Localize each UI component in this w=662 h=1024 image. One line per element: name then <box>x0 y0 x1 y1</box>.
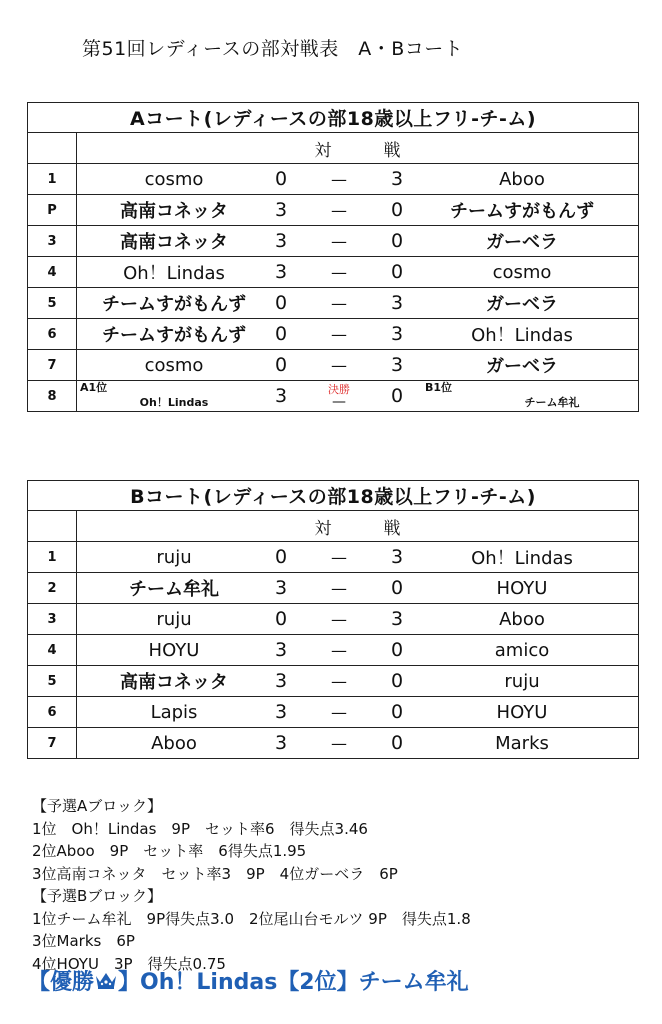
match-number: 1 <box>28 542 77 573</box>
champion-banner <box>28 965 469 996</box>
note-line: 4位HOYU 3P 得失点0.75 <box>32 954 226 973</box>
away-team: Aboo <box>499 608 545 630</box>
court-a-title: Aコート(レディースの部18歳以上フリ-チ-ム) <box>28 103 639 133</box>
match-cell <box>77 226 639 257</box>
versus-dash: — <box>331 324 347 344</box>
match-cell <box>77 666 639 697</box>
note-line: 【予選Aブロック】 <box>32 797 162 815</box>
note-line: 3位Marks 6P <box>32 932 135 950</box>
note-line: 【予選Bブロック】 <box>32 887 162 905</box>
home-score: 3 <box>274 639 288 661</box>
home-team: Aboo <box>151 732 197 754</box>
away-team: Oh！Lindas <box>471 548 573 569</box>
match-cell <box>77 635 639 666</box>
home-score: 3 <box>274 230 288 252</box>
match-number: 5 <box>28 666 77 697</box>
away-score: 3 <box>390 354 404 376</box>
away-score: 0 <box>390 701 404 723</box>
away-score: 3 <box>390 546 404 568</box>
final-label: 決勝 <box>328 382 350 396</box>
match-number: 8 <box>28 381 77 412</box>
away-team: HOYU <box>496 577 548 599</box>
home-score: 3 <box>274 261 288 283</box>
away-team: Oh！Lindas <box>471 325 573 346</box>
home-team: ruju <box>156 608 192 630</box>
away-score: 0 <box>390 261 404 283</box>
champion-text: 】Oh！Lindas【2位】チーム牟礼 <box>118 970 469 995</box>
match-number: 6 <box>28 697 77 728</box>
match-number: 6 <box>28 319 77 350</box>
home-score: 3 <box>274 701 288 723</box>
match-number: 3 <box>28 604 77 635</box>
home-score: 0 <box>274 546 288 568</box>
match-number: 4 <box>28 635 77 666</box>
match-number: 7 <box>28 728 77 759</box>
note-line: 1位 Oh！Lindas 9P セット率6 得失点3.46 <box>32 819 368 838</box>
final-right-seed: B1位 <box>425 381 453 394</box>
home-score: 3 <box>274 577 288 599</box>
away-team: Aboo <box>499 168 545 190</box>
versus-dash: — <box>331 293 347 313</box>
versus-dash: — <box>331 733 347 753</box>
home-score: 0 <box>274 292 288 314</box>
away-score: 0 <box>390 230 404 252</box>
match-number: 2 <box>28 573 77 604</box>
match-cell <box>77 350 639 381</box>
note-line: 2位Aboo 9P セット率 6得失点1.95 <box>32 842 307 860</box>
match-row <box>28 288 639 319</box>
match-cell <box>77 573 639 604</box>
match-row <box>28 573 639 604</box>
away-team: ガーベラ <box>486 232 558 253</box>
final-left-team: Oh！Lindas <box>139 396 209 409</box>
match-row <box>28 666 639 697</box>
match-row <box>28 257 639 288</box>
home-score: 0 <box>274 354 288 376</box>
versus-dash: — <box>331 640 347 660</box>
match-row <box>28 319 639 350</box>
away-score: 3 <box>390 608 404 630</box>
match-number: P <box>28 195 77 226</box>
taisen-label: 対戦 <box>77 511 639 542</box>
match-row <box>28 164 639 195</box>
away-team: ruju <box>504 670 540 692</box>
away-score: 0 <box>390 732 404 754</box>
home-team: チーム牟礼 <box>129 579 219 600</box>
away-team: チームすがもんず <box>450 201 594 222</box>
final-right-team: チーム牟礼 <box>524 396 580 409</box>
court-b-title: Bコート(レディースの部18歳以上フリ-チ-ム) <box>28 481 639 511</box>
results-notes <box>32 795 471 975</box>
final-cell <box>77 381 639 412</box>
taisen-label: 対戦 <box>77 133 639 164</box>
away-score: 3 <box>390 168 404 190</box>
versus-dash: — <box>331 702 347 722</box>
away-team: HOYU <box>496 701 548 723</box>
away-score: 3 <box>390 292 404 314</box>
note-line: 1位チーム牟礼 9P得失点3.0 2位尾山台モルツ 9P 得失点1.8 <box>32 909 471 928</box>
home-score: 3 <box>274 199 288 221</box>
match-row <box>28 226 639 257</box>
away-score: 3 <box>390 323 404 345</box>
versus-dash: — <box>331 231 347 251</box>
home-team: Oh！Lindas <box>123 263 225 284</box>
away-team: cosmo <box>492 261 552 283</box>
home-score: 3 <box>274 732 288 754</box>
match-cell <box>77 542 639 573</box>
versus-dash: — <box>331 355 347 375</box>
home-team: ruju <box>156 546 192 568</box>
home-score: 0 <box>274 323 288 345</box>
home-score: 0 <box>274 608 288 630</box>
versus-dash: — <box>331 200 347 220</box>
match-row <box>28 697 639 728</box>
final-row <box>28 381 639 412</box>
home-score: 0 <box>274 168 288 190</box>
home-team: HOYU <box>148 639 200 661</box>
court-b-table <box>27 480 639 759</box>
match-row <box>28 604 639 635</box>
away-score: 0 <box>390 577 404 599</box>
home-team: チームすがもんず <box>102 325 246 346</box>
versus-dash: — <box>331 547 347 567</box>
home-team: 高南コネッタ <box>120 201 228 222</box>
match-cell <box>77 195 639 226</box>
match-cell <box>77 164 639 195</box>
match-row <box>28 195 639 226</box>
crown-icon <box>94 970 118 996</box>
versus-dash: — <box>331 578 347 598</box>
home-team: チームすがもんず <box>102 294 246 315</box>
blank-cell <box>28 133 77 164</box>
match-row <box>28 728 639 759</box>
match-row <box>28 350 639 381</box>
blank-cell <box>28 511 77 542</box>
note-line: 3位高南コネッタ セット率3 9P 4位ガーベラ 6P <box>32 864 398 883</box>
versus-dash: — <box>331 671 347 691</box>
home-score: 3 <box>274 670 288 692</box>
final-away-score: 0 <box>390 385 404 407</box>
home-team: 高南コネッタ <box>120 232 228 253</box>
match-number: 5 <box>28 288 77 319</box>
versus-dash: — <box>331 169 347 189</box>
match-cell <box>77 288 639 319</box>
home-team: 高南コネッタ <box>120 672 228 693</box>
match-cell <box>77 319 639 350</box>
home-team: cosmo <box>144 168 204 190</box>
home-team: cosmo <box>144 354 204 376</box>
final-home-score: 3 <box>274 385 288 407</box>
match-cell <box>77 697 639 728</box>
match-row <box>28 542 639 573</box>
away-score: 0 <box>390 670 404 692</box>
versus-dash: — <box>331 609 347 629</box>
away-score: 0 <box>390 199 404 221</box>
match-row <box>28 635 639 666</box>
final-left-seed: A1位 <box>80 381 108 394</box>
page-title: 第51回レディースの部対戦表 A・Bコート <box>82 38 464 60</box>
match-number: 4 <box>28 257 77 288</box>
home-team: Lapis <box>150 701 198 723</box>
away-team: Marks <box>495 732 549 754</box>
champion-prefix: 【優勝 <box>28 970 95 995</box>
away-team: amico <box>494 639 550 661</box>
match-cell <box>77 604 639 635</box>
versus-dash: — <box>331 262 347 282</box>
match-number: 3 <box>28 226 77 257</box>
versus-dash: — <box>332 393 346 410</box>
match-number: 1 <box>28 164 77 195</box>
match-cell <box>77 257 639 288</box>
away-team: ガーベラ <box>486 294 558 315</box>
away-team: ガーベラ <box>486 356 558 377</box>
away-score: 0 <box>390 639 404 661</box>
court-a-table <box>27 102 639 412</box>
match-cell <box>77 728 639 759</box>
match-number: 7 <box>28 350 77 381</box>
